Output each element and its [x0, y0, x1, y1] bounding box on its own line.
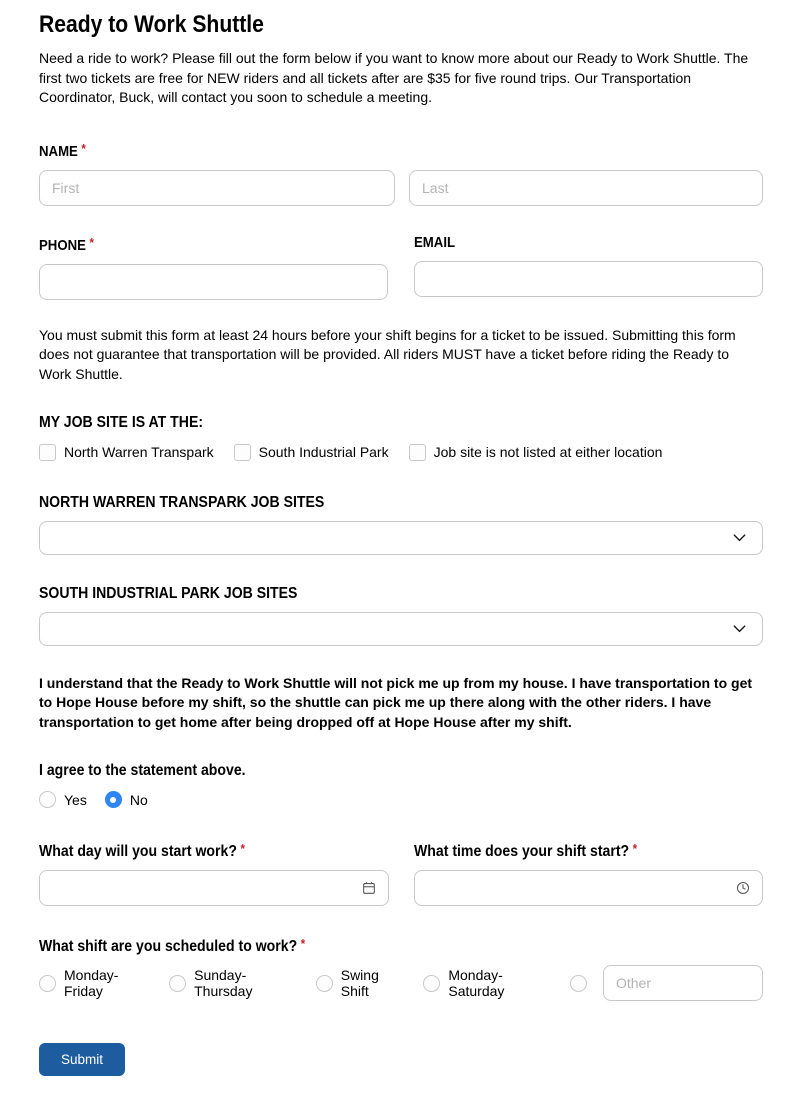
radio-sunday-thursday[interactable] [169, 967, 300, 999]
shift-schedule-label: What shift are you scheduled to work? * [39, 936, 306, 956]
agreement-label: I agree to the statement above. [39, 762, 246, 780]
phone-label: PHONE * [39, 234, 94, 254]
radio-label: Monday-Friday [64, 967, 119, 1000]
radio-swing-shift[interactable] [316, 967, 408, 999]
radio-icon[interactable] [169, 975, 186, 992]
radio-label: Sunday-Thursday [194, 967, 253, 1000]
radio-icon[interactable] [570, 975, 587, 992]
radio-icon[interactable] [39, 791, 56, 808]
checkbox-icon[interactable] [39, 444, 56, 461]
calendar-icon[interactable] [361, 880, 377, 896]
required-asterisk: * [89, 234, 94, 250]
radio-label: Yes [64, 791, 87, 808]
radio-agree-yes[interactable] [39, 791, 87, 808]
checkbox-icon[interactable] [234, 444, 251, 461]
job-site-label: MY JOB SITE IS AT THE: [39, 413, 204, 431]
checkbox-label: North Warren Transpark [64, 444, 214, 461]
clock-icon[interactable] [735, 880, 751, 896]
email-input[interactable] [414, 261, 763, 297]
radio-icon[interactable] [316, 975, 333, 992]
radio-icon[interactable] [105, 791, 122, 808]
datetime-row [39, 840, 763, 906]
name-row [39, 170, 763, 206]
checkbox-south-industrial-park[interactable] [234, 444, 389, 461]
email-label: EMAIL [414, 233, 456, 251]
required-asterisk: * [300, 936, 306, 952]
first-name-input[interactable] [39, 170, 395, 206]
required-asterisk: * [240, 841, 245, 857]
south-sites-select[interactable] [39, 612, 763, 646]
radio-monday-friday[interactable] [39, 967, 153, 999]
name-label: NAME * [39, 140, 86, 160]
phone-input[interactable] [39, 264, 388, 300]
chevron-down-icon [731, 620, 748, 637]
start-day-label: What day will you start work? * [39, 841, 245, 861]
radio-monday-saturday[interactable] [423, 967, 554, 999]
north-sites-select[interactable] [39, 521, 763, 555]
page-title: Ready to Work Shuttle [39, 11, 264, 38]
submit-button[interactable]: Submit [39, 1043, 125, 1076]
notice-text: You must submit this form at least 24 hours before your shift begins for a ticket to be issued. Submitting this form does not guarantee that transportation will be provided. All riders MUST have a ticket before riding the Ready to Work Shuttle. [39, 326, 736, 382]
radio-label: Monday-Saturday [448, 967, 505, 1000]
agreement-statement: I understand that the Ready to Work Shuttle will not pick me up from my house. I have transportation to get to Hope House before my shift, so the shuttle can pick me up there along with the other riders. I have transportation to get home after being dropped off at Hope House after my shift. [39, 674, 753, 730]
checkbox-icon[interactable] [409, 444, 426, 461]
checkbox-job-site-not-listed[interactable] [409, 444, 663, 461]
required-asterisk: * [632, 841, 638, 857]
contact-row [39, 235, 763, 300]
required-asterisk: * [81, 140, 86, 156]
radio-shift-other[interactable] [570, 975, 587, 992]
shift-other-input[interactable] [603, 965, 763, 1001]
radio-agree-no[interactable] [105, 791, 148, 808]
start-day-input[interactable] [39, 870, 389, 906]
chevron-down-icon [731, 529, 748, 546]
checkbox-label: Job site is not listed at either location [433, 444, 663, 461]
radio-label: Swing Shift [340, 967, 379, 1000]
agreement-options [39, 791, 763, 808]
job-site-options [39, 444, 763, 461]
radio-icon[interactable] [423, 975, 440, 992]
radio-label: No [129, 791, 148, 808]
radio-icon[interactable] [39, 975, 56, 992]
north-sites-label: NORTH WARREN TRANSPARK JOB SITES [39, 493, 325, 511]
intro-text: Need a ride to work? Please fill out the form below if you want to know more about our Ready to Work Shuttle. The first two tickets are free for NEW riders and all tickets after are $35 for five round trips. Our Transportation Coordinator, Buck, will contact you soon to schedule a meeting. [39, 50, 749, 106]
checkbox-north-warren-transpark[interactable] [39, 444, 214, 461]
shift-time-input[interactable] [414, 870, 763, 906]
shift-schedule-options [39, 965, 763, 1001]
checkbox-label: South Industrial Park [258, 444, 389, 461]
shift-time-label: What time does your shift start? * [414, 841, 638, 861]
last-name-input[interactable] [409, 170, 763, 206]
south-sites-label: SOUTH INDUSTRIAL PARK JOB SITES [39, 584, 298, 602]
